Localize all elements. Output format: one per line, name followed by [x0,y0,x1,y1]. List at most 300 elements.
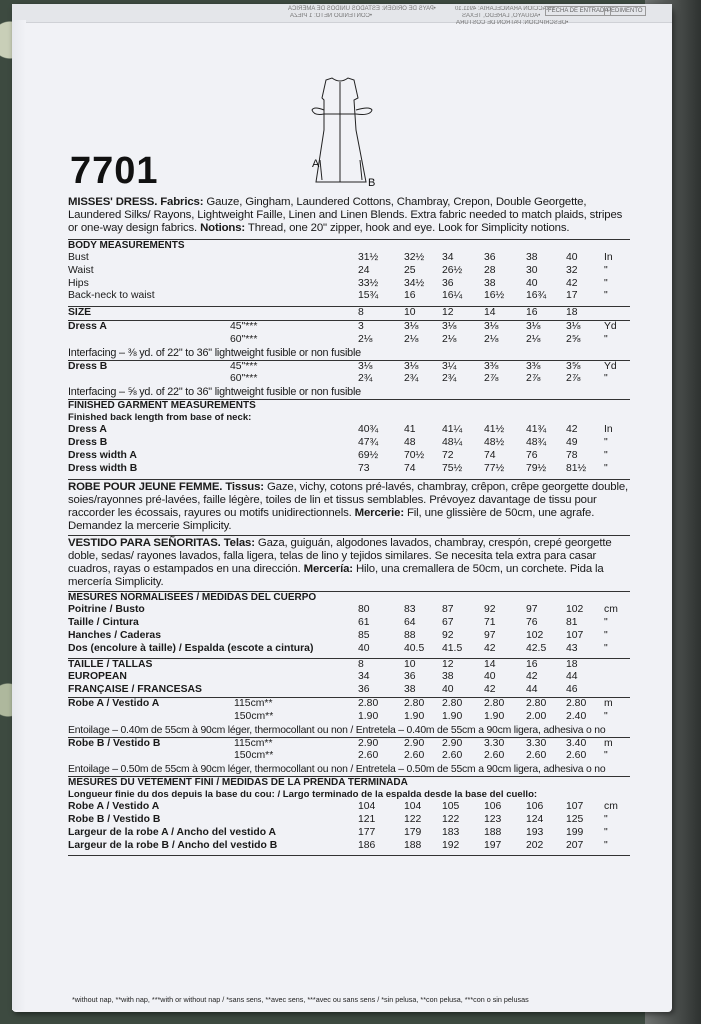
table-cell: 192 [442,839,460,851]
unit-label: Yd [604,320,617,332]
table-cell: 3⅛ [566,320,581,332]
table-cell: 74 [484,449,496,461]
unit-label: m [604,737,613,749]
fabric-width: 60"*** [230,373,258,385]
table-cell: 2⅛ [526,333,541,345]
table-cell: 83 [404,604,416,616]
table-cell: 3⅜ [484,360,499,372]
table-cell: 80 [358,604,370,616]
table-cell: 199 [566,826,584,838]
table-cell: 38 [484,277,496,289]
row-label: Poitrine / Busto [68,604,145,616]
table-cell: 2.80 [484,697,505,709]
table-cell: 2.60 [404,750,425,762]
table-cell: 36 [404,671,416,683]
unit-label: " [604,826,608,838]
table-row [68,801,630,814]
table-cell: 49 [566,436,578,448]
fabrics-label-en: Fabrics: [160,196,204,208]
fabric-width: 115cm** [234,737,273,749]
table-cell: 1.90 [484,710,505,722]
table-row [68,604,630,617]
dress-a-yardage [68,321,630,347]
unit-label: " [604,462,608,474]
table-cell: 104 [358,801,376,813]
unit-label: " [604,750,608,762]
table-cell: 106 [484,801,502,813]
table-row [68,814,630,827]
table-cell: 38 [526,252,538,263]
table-cell: 2.90 [442,737,463,749]
table-cell: 42 [566,277,578,289]
table-cell: 34½ [404,277,425,289]
view-b-label: B [368,177,376,189]
table-cell: 2.80 [566,697,587,709]
finished-garment-table [68,424,630,475]
pattern-number: 7701 [70,150,159,192]
table-cell: 36 [442,277,454,289]
table-cell: 17 [566,290,578,302]
table-cell: 2⅞ [484,373,499,385]
table-cell: 179 [404,826,422,838]
notions-text-en: Thread, one 20" zipper, hook and eye. Look for Simplicity notions. [247,222,570,234]
table-cell: 30 [526,264,538,276]
table-row [68,659,630,672]
table-cell: 42 [484,684,496,696]
row-label: EUROPEAN [68,671,127,683]
table-cell: 16 [526,658,538,670]
notions-label-es: Mercería: [303,563,353,576]
table-cell: 40 [526,277,538,289]
unit-label: " [604,436,608,448]
table-cell: 2.80 [442,697,463,709]
table-cell: 183 [442,826,460,838]
row-label: Bust [68,252,89,263]
table-cell: 42 [484,642,496,654]
description-title-en: MISSES' DRESS. [68,196,158,208]
description-title-es: VESTIDO PARA SEÑORITAS. [68,537,221,550]
metric-body-heading: MESURES NORMALISEES / MEDIDAS DEL CUERPO [68,592,317,604]
unit-label: m [604,697,613,709]
table-cell: 107 [566,801,584,813]
fabrics-label-es: Telas: [223,537,255,550]
table-cell: 69½ [358,449,379,461]
fabrics-text-fr: Gaze, vichy, cotons pré-lavés, chambray, crêpon, crêpe georgette double, soies/rayonnes pré-lavées, faille légère, toiles de lin et tissus semblables. Prévoyez davantage de tissu pour raccorder les écossais, rayures ou motifs unidirectionnels. [68,481,629,520]
metric-size-table [68,659,630,697]
table-cell: 123 [484,813,502,825]
table-cell: 2.90 [358,737,379,749]
row-label: Dress width A [68,449,137,461]
table-cell: 44 [526,684,538,696]
description-title-fr: ROBE POUR JEUNE FEMME. [68,481,223,494]
table-cell: 107 [566,629,584,641]
table-cell: 42 [526,671,538,683]
divider [68,855,630,856]
fabric-width: 45"*** [230,360,258,372]
table-row [68,684,630,697]
fabric-width: 150cm** [234,710,274,722]
table-cell: 3⅛ [442,320,457,332]
table-cell: 202 [526,839,544,851]
metric-finished-subheading: Longueur finie du dos depuis la base du cou: / Largo terminado de la espalda desde la base del cuello: [68,789,538,801]
table-row [68,827,630,840]
table-row [68,643,630,656]
nap-footnote: *without nap, **with nap, ***with or without nap / *sans sens, **avec sens, ***avec ou sans sens / *sin pelusa, **con pelusa, ***con o sin pelusas [72,995,529,1004]
table-cell: 2.60 [566,750,587,762]
robe-a-interfacing: Entoilage – 0.40m de 55cm à 90cm léger, thermocollant ou non / Entretela – 0.40m de 55cm a 90cm ligera, adhesiva o no [68,724,606,736]
table-cell: 2.60 [358,750,379,762]
table-cell: 18 [566,658,578,670]
customs-text-5: •DESCRIPCION: PATRON DE COSTURA [456,20,569,26]
table-cell: 41¾ [526,424,547,436]
table-cell: 3⅜ [526,360,541,372]
table-row [68,334,630,347]
table-cell: 2¾ [442,373,457,385]
table-cell: 48¼ [442,436,463,448]
table-cell: 8 [358,307,364,319]
table-cell: 92 [484,604,496,616]
table-cell: 2.80 [404,697,425,709]
table-cell: 76 [526,449,538,461]
unit-label: In [604,424,613,436]
row-label: Hips [68,277,89,289]
table-cell: 3⅛ [358,360,373,372]
customs-box-date: FECHA DE ENTRADA [545,6,611,16]
table-cell: 81½ [566,462,587,474]
table-cell: 3.40 [566,737,587,749]
table-cell: 2.80 [358,697,379,709]
row-label: Robe B / Vestido B [68,813,161,825]
row-label: SIZE [68,307,92,319]
table-cell: 78 [566,449,578,461]
unit-label: " [604,333,608,345]
table-cell: 2¾ [358,373,373,385]
table-cell: 81 [566,617,578,629]
table-cell: 36 [484,252,496,263]
table-row [68,361,630,374]
table-cell: 41 [404,424,416,436]
table-cell: 74 [404,462,416,474]
table-cell: 72 [442,449,454,461]
row-label: Dress width B [68,462,138,474]
table-cell: 24 [358,264,370,276]
table-row [68,698,630,711]
table-cell: 43 [566,642,578,654]
table-cell: 2⅛ [484,333,499,345]
table-cell: 18 [566,307,578,319]
customs-text-4: •AGUAYO, LAREDO, TEXAS [462,13,541,19]
row-label: Dress B [68,436,108,448]
table-cell: 44 [566,671,578,683]
table-cell: 186 [358,839,376,851]
row-label: FRANÇAISE / FRANCESAS [68,684,202,696]
table-cell: 38 [442,671,454,683]
table-cell: 12 [442,658,454,670]
table-cell: 41½ [484,424,505,436]
fabric-width: 115cm** [234,697,273,709]
table-cell: 3¼ [442,360,457,372]
table-cell: 2⅞ [566,373,581,385]
unit-label: cm [604,801,618,813]
row-label: Robe B / Vestido B [68,737,161,749]
row-label: Robe A / Vestido A [68,697,160,709]
table-cell: 125 [566,813,584,825]
fabrics-text-en: Gauze, Gingham, Laundered Cottons, Chambray, Crepon, Double Georgette, Laundered Silks/ Rayons, Lightweight Faille, Linen and Linen Blends. Extra fabric needed to match plaids, stripes or one-way design fabrics. [68,196,623,234]
table-cell: 70½ [404,449,425,461]
unit-label: " [604,373,608,385]
table-row [68,738,630,751]
table-cell: 87 [442,604,454,616]
table-cell: 2⅞ [526,373,541,385]
table-cell: 122 [442,813,460,825]
metric-finished-table [68,801,630,852]
table-cell: 85 [358,629,370,641]
fabrics-label-fr: Tissus: [225,481,264,494]
row-label: Waist [68,264,94,276]
table-cell: 32 [566,264,578,276]
table-row [68,840,630,853]
table-cell: 106 [526,801,544,813]
table-cell: 42.5 [526,642,547,654]
finished-garment-subheading: Finished back length from base of neck: [68,412,252,424]
unit-label: " [604,813,608,825]
table-cell: 3⅛ [484,320,499,332]
body-measurements-heading: BODY MEASUREMENTS [68,240,185,251]
envelope-left-edge [12,20,26,1010]
customs-text-1: •PAYS DE ORIGEN: ESTADOS UNIDOS DE AMÉRICA [288,6,436,12]
table-cell: 28 [484,264,496,276]
fabric-width: 60"*** [230,333,258,345]
table-cell: 31½ [358,252,379,263]
robe-a-yardage [68,698,630,724]
unit-label: In [604,252,613,263]
table-cell: 2⅛ [358,333,373,345]
table-cell: 197 [484,839,502,851]
table-row [68,424,630,437]
table-cell: 67 [442,617,454,629]
row-label: Dos (encolure à taille) / Espalda (escote a cintura) [68,642,314,654]
table-cell: 1.90 [358,710,379,722]
table-cell: 14 [484,658,496,670]
table-cell: 105 [442,801,460,813]
table-cell: 75½ [442,462,463,474]
notions-text-es: Hilo, una cremallera de 50cm, un corchete. Pida la mercería Simplicity. [68,563,604,589]
customs-text-2: •CONTENIDO NETO: 1 PIEZA [290,13,373,19]
table-row [68,750,630,763]
unit-label: " [604,290,608,302]
size-row [68,307,630,320]
table-row [68,252,630,265]
table-cell: 16 [404,290,416,302]
table-cell: 188 [484,826,502,838]
table-cell: 122 [404,813,422,825]
row-label: Dress B [68,360,108,372]
table-cell: 2.00 [526,710,547,722]
unit-label: cm [604,604,618,616]
table-cell: 3.30 [526,737,547,749]
table-cell: 40 [358,642,370,654]
table-cell: 3⅛ [526,320,541,332]
table-cell: 40 [442,684,454,696]
table-cell: 3⅝ [566,360,581,372]
table-cell: 2⅝ [566,333,581,345]
table-cell: 97 [526,604,538,616]
unit-label: " [604,617,608,629]
table-row [68,711,630,724]
table-row [68,450,630,463]
table-row [68,630,630,643]
robe-b-yardage [68,738,630,764]
notions-label-en: Notions: [200,222,246,234]
unit-label: " [604,839,608,851]
table-cell: 102 [566,604,584,616]
table-cell: 3.30 [484,737,505,749]
table-cell: 1.90 [404,710,425,722]
fabrics-text-es: Gaza, guiguán, algodones lavados, chambray, crespón, crepé georgette doble, sedas/ rayones lavados, falla ligera, telas de lino y tejidos similares. Se necesita tela extra para casar cuadros, rayas o estampados en una dirección. [68,537,612,576]
finished-garment-heading: FINISHED GARMENT MEASUREMENTS [68,400,256,412]
table-cell: 33½ [358,277,379,289]
table-row [68,463,630,476]
table-cell: 2⅛ [442,333,457,345]
row-label: Back-neck to waist [68,290,155,302]
table-cell: 79½ [526,462,547,474]
table-row [68,265,630,278]
table-cell: 26½ [442,264,463,276]
table-cell: 3⅛ [404,360,419,372]
table-cell: 34 [358,671,370,683]
dress-back-sketch [300,70,390,190]
row-label: Taille / Cintura [68,617,139,629]
table-cell: 12 [442,307,454,319]
metric-finished-heading: MESURES DU VETEMENT FINI / MEDIDAS DE LA PRENDA TERMINADA [68,777,408,789]
table-cell: 92 [442,629,454,641]
table-cell: 8 [358,658,364,670]
robe-b-interfacing: Entoilage – 0.50m de 55cm à 90cm léger, thermocollant ou non / Entretela – 0.50m de 55cm a 90cm ligera, adhesiva o no [68,764,606,776]
table-cell: 77½ [484,462,505,474]
table-cell: 34 [442,252,454,263]
table-cell: 15¾ [358,290,379,302]
table-cell: 2.60 [526,750,547,762]
table-cell: 2.60 [442,750,463,762]
table-cell: 10 [404,307,416,319]
table-cell: 16¼ [442,290,463,302]
table-cell: 36 [358,684,370,696]
metric-body-table [68,604,630,655]
row-label: Largeur de la robe B / Ancho del vestido B [68,839,278,851]
table-cell: 48 [404,436,416,448]
table-cell: 73 [358,462,370,474]
table-cell: 16¾ [526,290,547,302]
row-label: Largeur de la robe A / Ancho del vestido A [68,826,277,838]
table-row [68,437,630,450]
table-cell: 2.80 [526,697,547,709]
table-cell: 14 [484,307,496,319]
table-cell: 40 [484,671,496,683]
table-cell: 16 [526,307,538,319]
table-cell: 38 [404,684,416,696]
table-cell: 40¾ [358,424,379,436]
row-label: Hanches / Caderas [68,629,161,641]
dress-b-yardage [68,361,630,387]
table-cell: 2¾ [404,373,419,385]
table-cell: 102 [526,629,544,641]
fabric-width: 45"*** [230,320,258,332]
table-cell: 76 [526,617,538,629]
table-cell: 16½ [484,290,505,302]
row-label: Dress A [68,424,107,436]
table-cell: 61 [358,617,370,629]
row-label: Dress A [68,320,107,332]
row-label: TAILLE / TALLAS [68,658,153,670]
dress-b-interfacing: Interfacing – ⅝ yd. of 22" to 36" lightweight fusible or non fusible [68,386,361,399]
notions-text-fr: Fil, une glissière de 50cm, une agrafe. Demandez la mercerie Simplicity. [68,507,595,533]
table-cell: 2.90 [404,737,425,749]
description-english [68,196,630,235]
table-cell: 97 [484,629,496,641]
table-cell: 188 [404,839,422,851]
table-cell: 10 [404,658,416,670]
table-cell: 2⅛ [404,333,419,345]
table-cell: 193 [526,826,544,838]
table-row [68,278,630,291]
table-cell: 42 [566,424,578,436]
body-measurements-table [68,252,630,303]
table-cell: 48¾ [526,436,547,448]
table-cell: 121 [358,813,376,825]
table-cell: 104 [404,801,422,813]
table-cell: 177 [358,826,376,838]
table-cell: 47¾ [358,436,379,448]
unit-label: " [604,642,608,654]
table-cell: 64 [404,617,416,629]
table-cell: 1.90 [442,710,463,722]
unit-label: " [604,629,608,641]
divider [68,479,630,480]
fabric-width: 150cm** [234,750,274,762]
customs-box-pediment: PEDIMENTO [604,6,646,16]
unit-label: " [604,277,608,289]
table-cell: 71 [484,617,496,629]
notions-label-fr: Mercerie: [354,507,404,520]
description-spanish [68,537,630,589]
table-cell: 41¼ [442,424,463,436]
table-row [68,321,630,334]
table-cell: 88 [404,629,416,641]
table-cell: 32½ [404,252,425,263]
table-cell: 124 [526,813,544,825]
table-cell: 207 [566,839,584,851]
table-cell: 46 [566,684,578,696]
unit-label: Yd [604,360,617,372]
table-cell: 3⅛ [404,320,419,332]
view-a-label: A [312,158,320,170]
table-cell: 2.60 [484,750,505,762]
table-cell: 3 [358,320,364,332]
table-cell: 25 [404,264,416,276]
table-row [68,617,630,630]
unit-label: " [604,710,608,722]
table-row [68,373,630,386]
description-french [68,481,630,533]
table-row [68,290,630,303]
table-row [68,307,630,320]
customs-text-3: FRACCION ARANCELARIA: 4911.10 [455,6,555,12]
table-cell: 40 [566,252,578,263]
unit-label: " [604,449,608,461]
pattern-info-chart [68,196,630,856]
table-cell: 48½ [484,436,505,448]
table-cell: 41.5 [442,642,463,654]
